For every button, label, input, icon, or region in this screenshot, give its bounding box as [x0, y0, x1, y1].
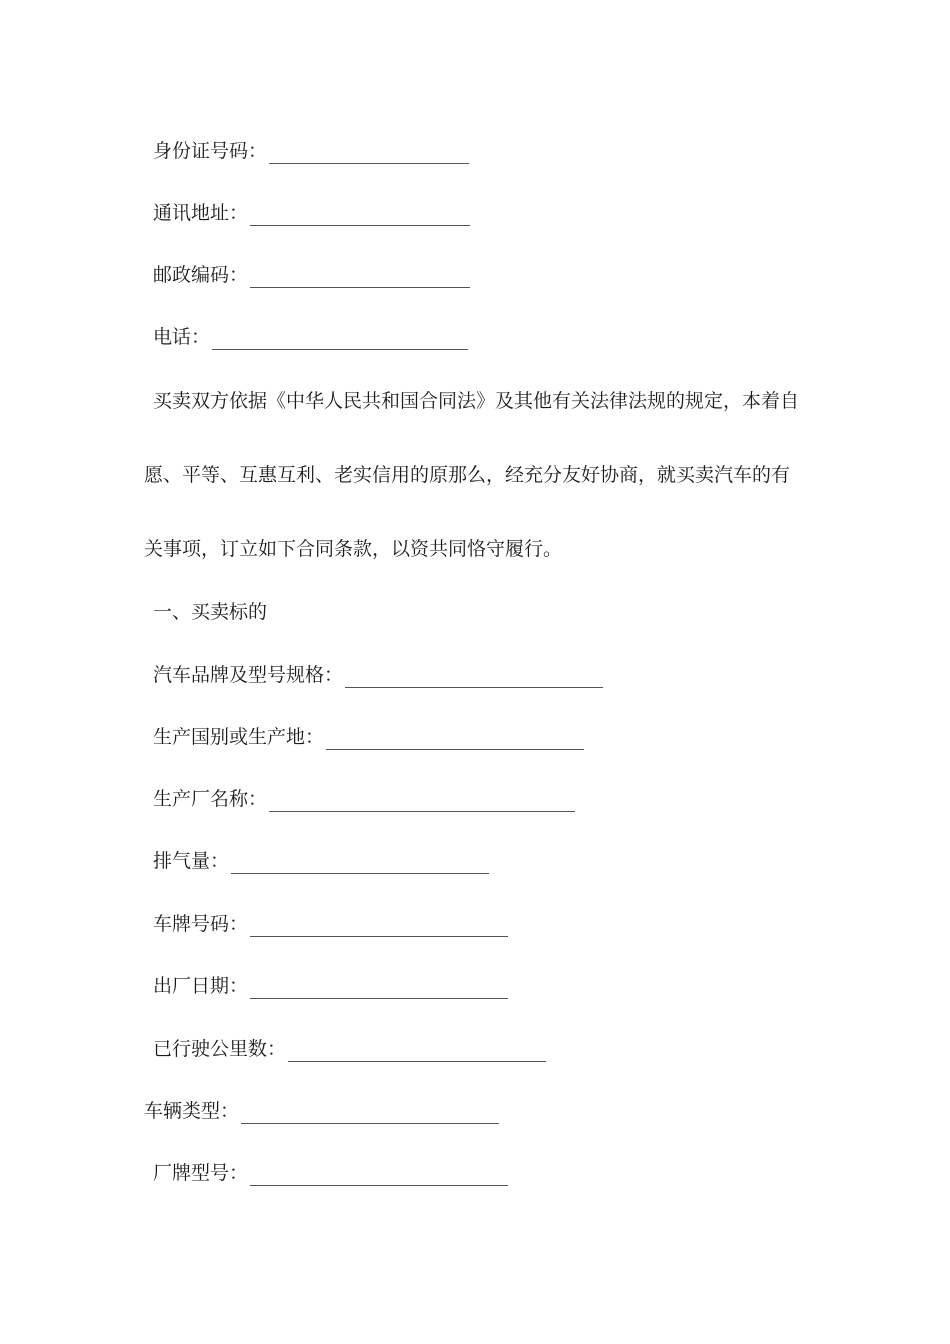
brand-model-label: 汽车品牌及型号规格：	[153, 664, 344, 686]
manufacture-date-blank[interactable]	[250, 980, 508, 999]
origin-label: 生产国别或生产地：	[153, 726, 325, 748]
origin-field	[153, 724, 584, 750]
manufacture-date-label: 出厂日期：	[153, 975, 249, 997]
vehicle-type-blank[interactable]	[241, 1105, 499, 1124]
displacement-label: 排气量：	[153, 850, 230, 872]
phone-field	[153, 324, 468, 350]
intro-line-1: 买卖双方依据《中华人民共和国合同法》及其他有关法律法规的规定，本着自	[153, 390, 800, 412]
displacement-field	[153, 848, 489, 874]
manufacturer-field	[153, 786, 575, 812]
mileage-label: 已行驶公里数：	[153, 1038, 287, 1060]
brand-model-blank[interactable]	[345, 669, 603, 688]
id-number-label: 身份证号码：	[153, 140, 268, 162]
plate-number-blank[interactable]	[250, 918, 508, 937]
id-number-blank[interactable]	[269, 145, 469, 164]
postcode-blank[interactable]	[250, 269, 470, 288]
postcode-label: 邮政编码：	[153, 264, 249, 286]
vehicle-type-label: 车辆类型：	[144, 1100, 240, 1122]
id-number-field	[153, 138, 469, 164]
manufacture-date-field	[153, 973, 508, 999]
postcode-field	[153, 262, 470, 288]
intro-line-3: 关事项，订立如下合同条款，以资共同恪守履行。	[144, 538, 563, 560]
plate-number-label: 车牌号码：	[153, 913, 249, 935]
phone-blank[interactable]	[212, 331, 468, 350]
manufacturer-blank[interactable]	[269, 793, 575, 812]
factory-model-label: 厂牌型号：	[153, 1162, 249, 1184]
factory-model-field	[153, 1160, 508, 1186]
address-field	[153, 200, 470, 226]
address-label: 通讯地址：	[153, 202, 249, 224]
factory-model-blank[interactable]	[250, 1167, 508, 1186]
brand-model-field	[153, 662, 603, 688]
mileage-field	[153, 1036, 546, 1062]
intro-line-2: 愿、平等、互惠互利、老实信用的原那么，经充分友好协商，就买卖汽车的有	[144, 464, 791, 486]
phone-label: 电话：	[153, 326, 211, 348]
vehicle-type-field	[144, 1098, 499, 1124]
plate-number-field	[153, 911, 508, 937]
origin-blank[interactable]	[326, 731, 584, 750]
mileage-blank[interactable]	[288, 1043, 546, 1062]
displacement-blank[interactable]	[231, 855, 489, 874]
section-1-heading: 一、买卖标的	[153, 601, 268, 623]
address-blank[interactable]	[250, 207, 470, 226]
manufacturer-label: 生产厂名称：	[153, 788, 268, 810]
